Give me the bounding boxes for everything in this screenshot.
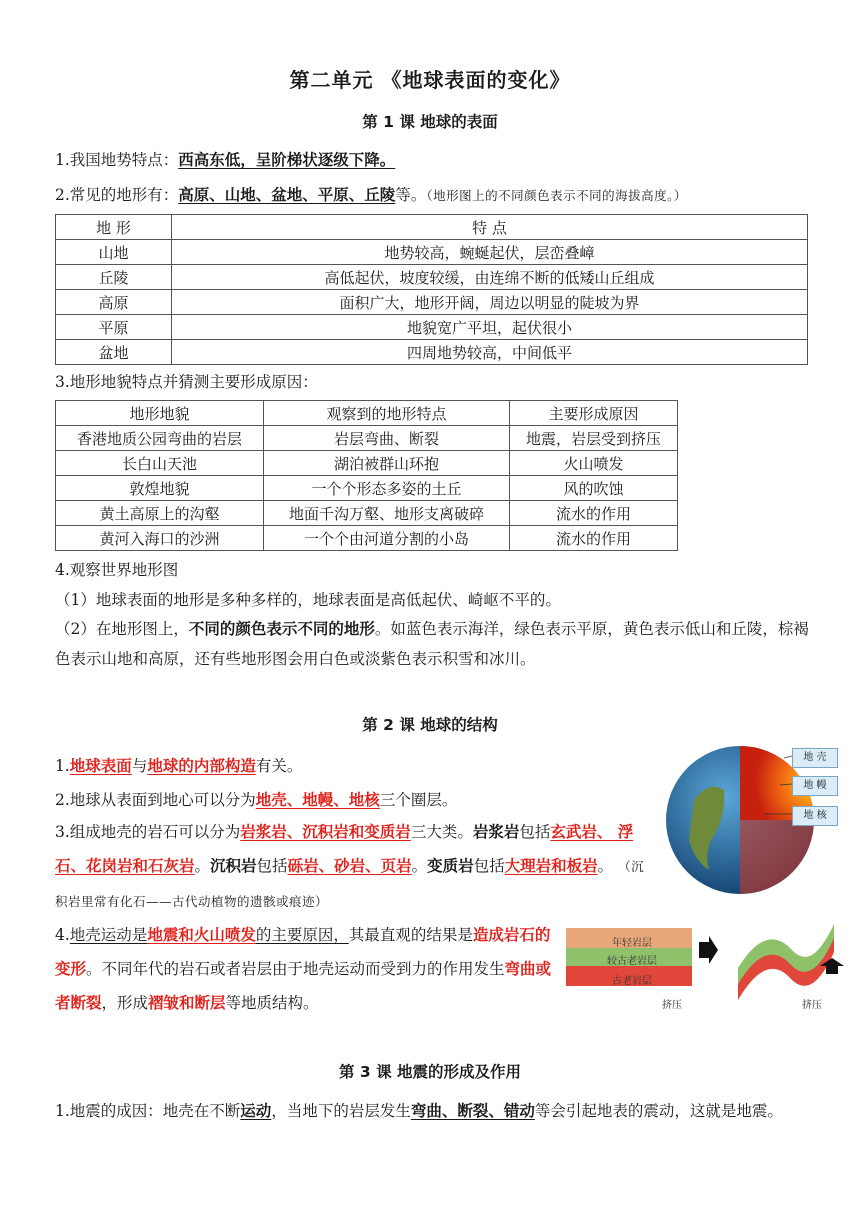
lesson-2-heading: 第 2 课 地球的结构: [362, 716, 498, 734]
table-cell: 一个个由河道分割的小岛: [264, 526, 510, 551]
older-strata-label: 较古老岩层: [607, 956, 657, 967]
point-emphasis: 运动: [240, 1101, 272, 1120]
lesson-1-heading: 第 1 课 地球的表面: [362, 113, 498, 131]
point-text: 。: [597, 857, 614, 875]
table-cell: 黄土高原上的沟壑: [56, 501, 264, 526]
core-label: 地 核: [792, 806, 838, 826]
point-text: 包括: [256, 857, 288, 875]
lesson-1-point-4-2: [55, 614, 810, 674]
table-cell: 地震，岩层受到挤压: [510, 426, 678, 451]
point-text: 等会引起地表的震动，这就是地震。: [534, 1102, 783, 1120]
table-row: [56, 526, 678, 551]
lesson-2-point-2: [55, 788, 457, 810]
point-suffix: 。如蓝色表示海洋，绿色表示平原，黄色表示低山和丘陵，棕褐色表示山地和高原，还有些地形图会用白色或淡紫色表示积雪和冰川。: [55, 620, 809, 668]
lesson-1-point-4-1: （1）地球表面的地形是多种多样的，地球表面是高低起伏、崎岖不平的。: [55, 591, 561, 609]
table-header-row: [56, 215, 808, 240]
earth-cutaway-lower: [740, 820, 814, 894]
table-row: [56, 315, 808, 340]
strata-folding-figure: [566, 922, 848, 1018]
point-text: 等地质结构。: [225, 994, 319, 1012]
table-cell: 风的吹蚀: [510, 476, 678, 501]
point-emphasis: 不同的颜色表示不同的地形: [188, 619, 375, 638]
point-text: 三大类。: [410, 823, 473, 841]
table-cell: 丘陵: [56, 265, 172, 290]
squeeze-label: 挤压: [662, 1000, 682, 1011]
table-cell: 流水的作用: [510, 501, 678, 526]
point-emphasis: 造成岩石的变形: [55, 925, 551, 978]
table-row: [56, 240, 808, 265]
igneous-label: 岩浆岩: [472, 822, 520, 841]
lesson-1-point-2: [55, 183, 687, 205]
lesson-2-point-3: [55, 815, 650, 919]
point-number: 4.: [55, 926, 70, 944]
table-header-cell: 地形地貌: [56, 401, 264, 426]
point-text: 包括: [519, 823, 551, 841]
table-row: [56, 265, 808, 290]
point-text: 包括: [473, 857, 505, 875]
table-cell: 香港地质公园弯曲的岩层: [56, 426, 264, 451]
point-prefix: 1.我国地势特点：: [55, 151, 179, 169]
point-emphasis: 地震和火山喷发: [147, 925, 256, 944]
point-emphasis: 褶皱和断层: [148, 993, 226, 1012]
point-emphasis: 弯曲、断裂、错动: [410, 1101, 535, 1120]
table-cell: 岩层弯曲、断裂: [264, 426, 510, 451]
point-emphasis: 地壳、地幔、地核: [255, 790, 380, 809]
table-cell: 地貌宽广平坦，起伏很小: [172, 315, 808, 340]
sedimentary-label: 沉积岩: [210, 856, 257, 875]
table-row: [56, 501, 678, 526]
table-cell: 湖泊被群山环抱: [264, 451, 510, 476]
lesson-1-point-4: 4.观察世界地形图: [55, 561, 179, 579]
metamorphic-rocks: 大理岩和板岩: [504, 856, 598, 875]
table-cell: 高原: [56, 290, 172, 315]
table-cell: 地面千沟万壑、地形支离破碎: [264, 501, 510, 526]
table-cell: 黄河入海口的沙洲: [56, 526, 264, 551]
sedimentary-rocks: 砾岩、砂岩、页岩: [287, 856, 412, 875]
lesson-1-point-1: [55, 148, 395, 170]
table-header-cell: 地 形: [56, 215, 172, 240]
page-title: 第二单元 《地球表面的变化》: [289, 68, 571, 92]
point-text: 。: [194, 857, 211, 875]
table-cell: 流水的作用: [510, 526, 678, 551]
point-note: （沉积岩里常有化石——古代动植物的遗骸或痕迹）: [55, 859, 645, 909]
arrow-right-icon: [699, 936, 718, 964]
young-strata-label: 年轻岩层: [612, 938, 652, 949]
squeeze-label: 挤压: [802, 1000, 822, 1011]
point-text: 与: [131, 757, 148, 775]
point-prefix: 2.常见的地形有：: [55, 186, 179, 204]
table-row: [56, 476, 678, 501]
point-prefix: 1.地震的成因：地壳在不断: [55, 1102, 241, 1120]
point-prefix: （2）在地形图上，: [55, 620, 189, 638]
table-cell: 火山喷发: [510, 451, 678, 476]
lesson-1-point-3: 3.地形地貌特点并猜测主要形成原因：: [55, 373, 318, 391]
point-emphasis: 西高东低，呈阶梯状逐级下降。: [178, 150, 396, 169]
table-cell: 一个个形态多姿的土丘: [264, 476, 510, 501]
table-cell: 长白山天池: [56, 451, 264, 476]
table-cell: 敦煌地貌: [56, 476, 264, 501]
lesson-2-point-4: [55, 918, 555, 1020]
point-text: 的主要原因，: [255, 926, 349, 944]
crust-label: 地 壳: [792, 748, 838, 768]
point-suffix: 等。: [395, 186, 427, 204]
table-header-cell: 特 点: [172, 215, 808, 240]
table-cell: 平原: [56, 315, 172, 340]
point-emphasis: 地球表面: [69, 756, 132, 775]
oldest-strata-label: 古老岩层: [612, 976, 652, 987]
point-number: 1.: [55, 757, 70, 775]
table-header-cell: 观察到的地形特点: [264, 401, 510, 426]
point-note: （地形图上的不同颜色表示不同的海拔高度。）: [426, 188, 687, 203]
table-header-row: [56, 401, 678, 426]
point-prefix: 2.地球从表面到地心可以分为: [55, 791, 256, 809]
point-text: 其最直观的结果是: [348, 926, 473, 944]
lesson-2-point-1: [55, 754, 302, 776]
metamorphic-label: 变质岩: [427, 856, 474, 875]
earth-structure-figure: [664, 740, 850, 904]
point-emphasis: 弯曲或者断裂: [55, 959, 552, 1012]
table-row: [56, 451, 678, 476]
point-emphasis: 地球的内部构造: [147, 756, 256, 775]
point-prefix: 3.组成地壳的岩石可以分为: [55, 823, 241, 841]
point-emphasis: 高原、山地、盆地、平原、丘陵: [178, 185, 396, 204]
table-cell: 面积广大，地形开阔，周边以明显的陡坡为界: [172, 290, 808, 315]
point-text: ，形成: [101, 994, 149, 1012]
table-cell: 盆地: [56, 340, 172, 365]
table-cell: 山地: [56, 240, 172, 265]
point-text: ，当地下的岩层发生: [271, 1102, 411, 1120]
table-cell: 四周地势较高，中间低平: [172, 340, 808, 365]
table-row: [56, 426, 678, 451]
table-row: [56, 290, 808, 315]
point-text: 。不同年代的岩石或者岩层由于地壳运动而受到力的作用发生: [86, 960, 505, 978]
landform-cause-table: [55, 400, 678, 551]
table-header-cell: 主要形成原因: [510, 401, 678, 426]
table-cell: 高低起伏，坡度较缓，由连绵不断的低矮山丘组成: [172, 265, 808, 290]
folded-strata: [738, 934, 834, 1000]
table-cell: 地势较高，蜿蜒起伏，层峦叠嶂: [172, 240, 808, 265]
point-text: 。: [411, 857, 428, 875]
lesson-3-point-1: [55, 1096, 810, 1126]
table-row: [56, 340, 808, 365]
lesson-3-heading: 第 3 课 地震的形成及作用: [339, 1063, 521, 1081]
point-suffix: 三个圈层。: [379, 791, 458, 809]
rock-types: 岩浆岩、沉积岩和变质岩: [240, 822, 411, 841]
point-text: 地壳运动是: [69, 926, 148, 944]
landform-table: [55, 214, 808, 365]
point-text: 有关。: [255, 757, 303, 775]
mantle-label: 地 幔: [792, 776, 838, 796]
igneous-rocks: 玄武岩、 浮石、花岗岩和石灰岩: [55, 822, 634, 875]
